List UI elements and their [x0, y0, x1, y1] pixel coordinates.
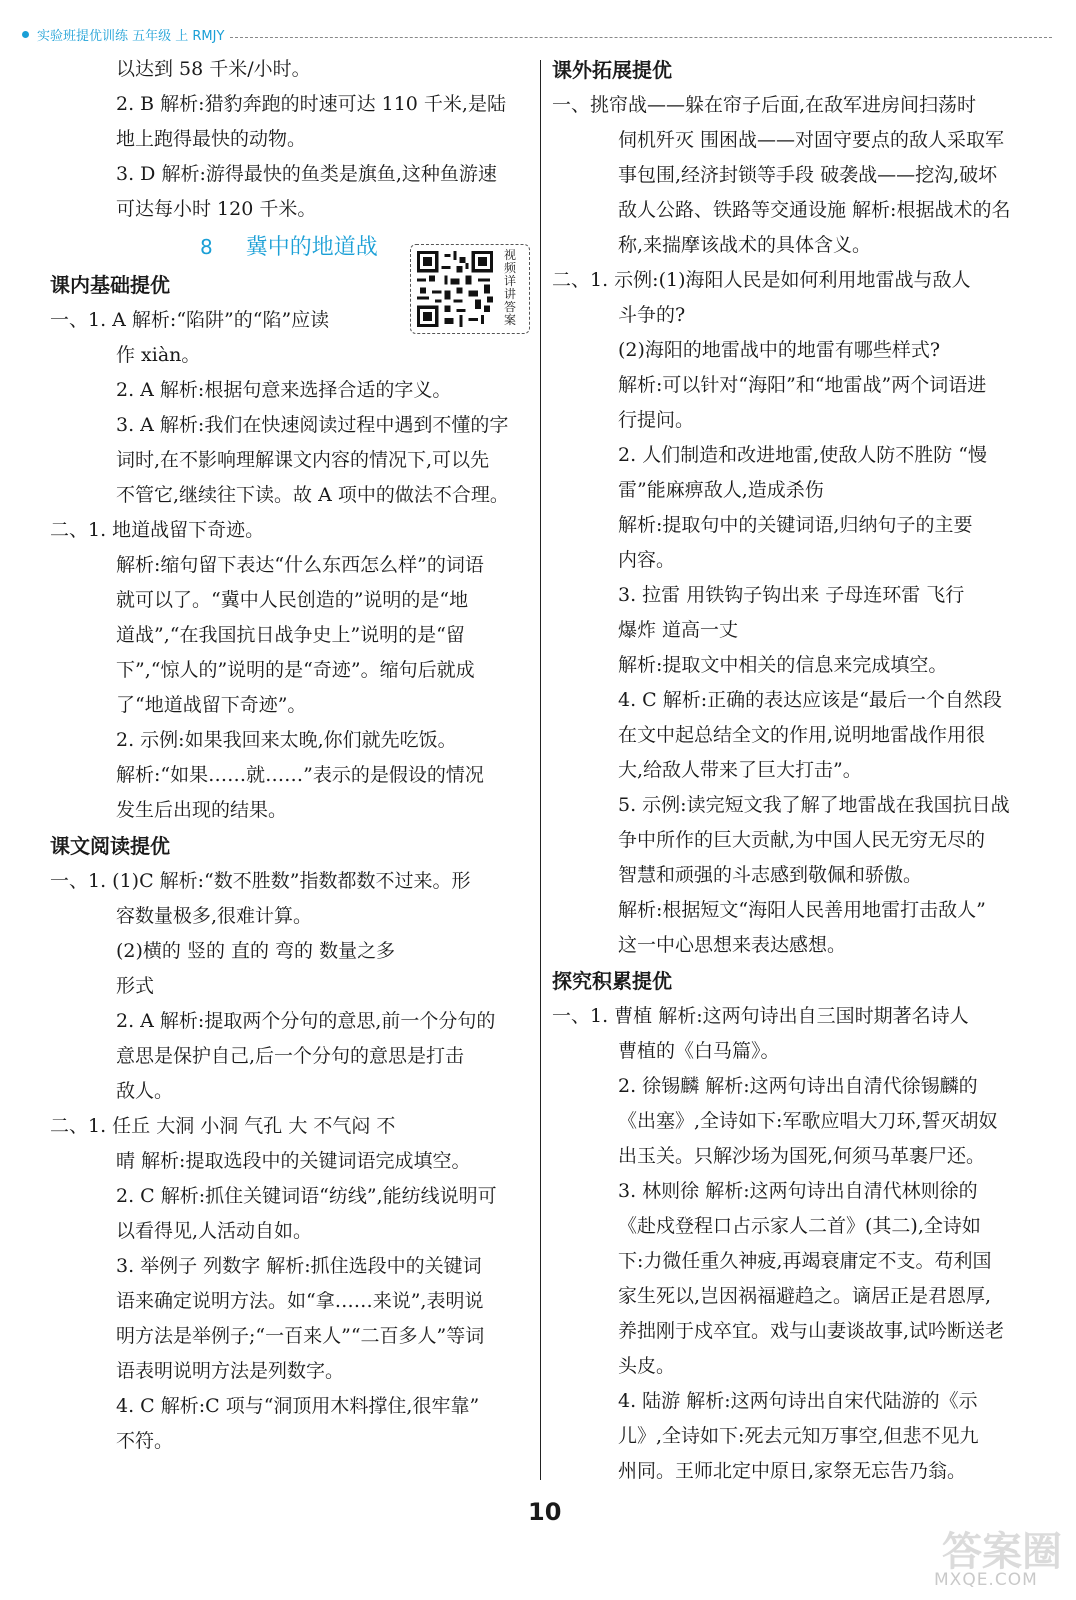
text-line: 5. 示例:读完短文我了解了地雷战在我国抗日战: [618, 794, 1010, 816]
left-answers-main: [50, 267, 536, 1459]
text-line: 形式: [116, 975, 155, 997]
text-line: 容数量极多,很难计算。: [116, 905, 313, 927]
text-line: 3. D 解析:游得最快的鱼类是旗鱼,这种鱼游速: [116, 163, 497, 185]
text-line: 行提问。: [618, 409, 695, 431]
text-line: 3. 拉雷 用铁钩子钩出来 子母连环雷 飞行: [618, 584, 965, 606]
text-line: 大,给敌人带来了巨大打击”。: [618, 759, 862, 781]
text-line: 爆炸 道高一丈: [618, 619, 739, 641]
watermark-text: MXQE.COM: [934, 1570, 1038, 1590]
text-line: 4. C 解析:正确的表达应该是“最后一个自然段: [618, 689, 1002, 711]
text-line: 伺机歼灭 围困战——对固守要点的敌人采取军: [618, 129, 1005, 151]
text-line: 解析:“如果……就……”表示的是假设的情况: [116, 764, 484, 786]
header-rule: [230, 37, 1052, 38]
text-line: 语来确定说明方法。如“拿……来说”,表明说: [116, 1290, 484, 1312]
text-line: 3. 举例子 列数字 解析:抓住选段中的关键词: [116, 1255, 482, 1277]
qr-label: 视频详讲答案: [503, 248, 516, 327]
section-heading: 课外拓展提优: [552, 58, 672, 82]
text-line: 内容。: [618, 549, 676, 571]
text-line: 2. 人们制造和改进地雷,使敌人防不胜防 “慢: [618, 444, 987, 466]
text-line: 争中所作的巨大贡献,为中国人民无穷无尽的: [618, 829, 986, 851]
section-heading: 课内基础提优: [50, 273, 170, 297]
text-line: 头皮。: [618, 1355, 676, 1377]
text-line: 2. 示例:如果我回来太晚,你们就先吃饭。: [116, 729, 457, 751]
text-line: (2)横的 竖的 直的 弯的 数量之多: [116, 940, 396, 962]
text-line: 斗争的?: [618, 304, 686, 326]
text-line: 解析:根据短文“海阳人民善用地雷打击敌人”: [618, 899, 986, 921]
text-line: 一、挑帘战——躲在帘子后面,在敌军进房间扫荡时: [552, 94, 977, 116]
text-line: 明方法是举例子;“一百来人”“二百多人”等词: [116, 1325, 485, 1347]
text-line: 2. A 解析:提取两个分句的意思,前一个分句的: [116, 1010, 496, 1032]
text-line: 智慧和顽强的斗志感到敬佩和骄傲。: [618, 864, 923, 886]
text-line: 一、1. (1)C 解析:“数不胜数”指数都数不过来。形: [50, 870, 471, 892]
text-line: 语表明说明方法是列数字。: [116, 1360, 345, 1382]
text-line: 《赴戍登程口占示家人二首》(其二),全诗如: [618, 1215, 981, 1237]
page-number: 10: [528, 1498, 562, 1526]
text-line: 雷”能麻痹敌人,造成杀伤: [618, 479, 824, 501]
text-line: 4. C 解析:C 项与“洞顶用木料撑住,很牢靠”: [116, 1395, 480, 1417]
text-line: 下:力微任重久神疲,再竭衰庸定不支。苟利国: [618, 1250, 992, 1272]
text-line: 二、1. 任丘 大洞 小洞 气孔 大 不气闷 不: [50, 1115, 396, 1137]
right-answers: [552, 52, 1030, 1489]
text-line: 家生死以,岂因祸福避趋之。谪居正是君恩厚,: [618, 1285, 992, 1307]
text-line: 解析:缩句留下表达“什么东西怎么样”的词语: [116, 554, 484, 576]
text-line: 作 xiàn。: [116, 344, 201, 366]
text-line: 以达到 58 千米/小时。: [116, 58, 311, 80]
watermark-logo: 答案圈: [942, 1529, 1062, 1575]
text-line: 2. A 解析:根据句意来选择合适的字义。: [116, 379, 452, 401]
text-line: 3. 林则徐 解析:这两句诗出自清代林则徐的: [618, 1180, 978, 1202]
text-line: 《出塞》,全诗如下:军歌应唱大刀环,誓灭胡奴: [618, 1110, 998, 1132]
text-line: 养拙刚于戍卒宜。戏与山妻谈故事,试吟断送老: [618, 1320, 1005, 1342]
text-line: 不符。: [116, 1430, 174, 1452]
text-line: 道战”,“在我国抗日战争史上”说明的是“留: [116, 624, 465, 646]
text-line: 解析:可以针对“海阳”和“地雷战”两个词语进: [618, 374, 987, 396]
text-line: 解析:提取文中相关的信息来完成填空。: [618, 654, 948, 676]
text-line: 了“地道战留下奇迹”。: [116, 694, 307, 716]
text-line: 发生后出现的结果。: [116, 799, 288, 821]
text-line: 3. A 解析:我们在快速阅读过程中遇到不懂的字: [116, 414, 509, 436]
text-line: 不管它,继续往下读。故 A 项中的做法不合理。: [116, 484, 509, 506]
text-line: 一、1. 曹植 解析:这两句诗出自三国时期著名诗人: [552, 1005, 969, 1027]
text-line: 儿》,全诗如下:死去元知万事空,但悲不见九: [618, 1425, 979, 1447]
text-line: 意思是保护自己,后一个分句的意思是打击: [116, 1045, 465, 1067]
text-line: 4. 陆游 解析:这两句诗出自宋代陆游的《示: [618, 1390, 978, 1412]
book-title: 实验班提优训练 五年级 上 RMJY: [37, 28, 225, 44]
text-line: 就可以了。“冀中人民创造的”说明的是“地: [116, 589, 469, 611]
text-line: 一、1. A 解析:“陷阱”的“陷”应读: [50, 309, 330, 331]
text-line: 出玉关。只解沙场为国死,何须马革裹尸还。: [618, 1145, 986, 1167]
text-line: 可达每小时 120 千米。: [116, 198, 317, 220]
text-line: 2. C 解析:抓住关键词语“纺线”,能纺线说明可: [116, 1185, 497, 1207]
text-line: 解析:提取句中的关键词语,归纳句子的主要: [618, 514, 973, 536]
text-line: 敌人。: [116, 1080, 174, 1102]
text-line: 州同。王师北定中原日,家祭无忘告乃翁。: [618, 1460, 967, 1482]
right-column: [552, 52, 1030, 1489]
text-line: 词时,在不影响理解课文内容的情况下,可以先: [116, 449, 490, 471]
text-line: 曹植的《白马篇》。: [618, 1040, 780, 1062]
text-line: 下”,“惊人的”说明的是“奇迹”。缩句后就成: [116, 659, 475, 681]
section-heading: 探究积累提优: [552, 969, 672, 993]
text-line: 二、1. 地道战留下奇迹。: [50, 519, 265, 541]
section-heading: 课文阅读提优: [50, 834, 170, 858]
text-line: 地上跑得最快的动物。: [116, 128, 307, 150]
text-line: 以看得见,人活动自如。: [116, 1220, 313, 1242]
text-line: 称,来揣摩该战术的具体含义。: [618, 234, 872, 256]
qr-code-icon[interactable]: [417, 251, 493, 327]
text-line: 2. 徐锡麟 解析:这两句诗出自清代徐锡麟的: [618, 1075, 978, 1097]
text-line: 这一中心思想来表达感想。: [618, 934, 847, 956]
bullet-dot-icon: [22, 31, 29, 38]
text-line: 2. B 解析:猎豹奔跑的时速可达 110 千米,是陆: [116, 93, 506, 115]
column-divider: [540, 60, 541, 1480]
text-line: 二、1. 示例:(1)海阳人民是如何利用地雷战与敌人: [552, 269, 971, 291]
lesson-number: 8: [200, 235, 213, 259]
text-line: 晴 解析:提取选段中的关键词语完成填空。: [116, 1150, 471, 1172]
left-answers-top: [50, 52, 536, 227]
text-line: 敌人公路、铁路等交通设施 解析:根据战术的名: [618, 199, 1011, 221]
text-line: (2)海阳的地雷战中的地雷有哪些样式?: [618, 339, 941, 361]
page-header: [22, 22, 1052, 46]
video-qr-panel[interactable]: [410, 244, 530, 334]
text-line: 在文中起总结全文的作用,说明地雷战作用很: [618, 724, 986, 746]
text-line: 事包围,经济封锁等手段 破袭战——挖沟,破坏: [618, 164, 998, 186]
watermark: [928, 1520, 1068, 1594]
lesson-title: 冀中的地道战: [245, 235, 378, 260]
